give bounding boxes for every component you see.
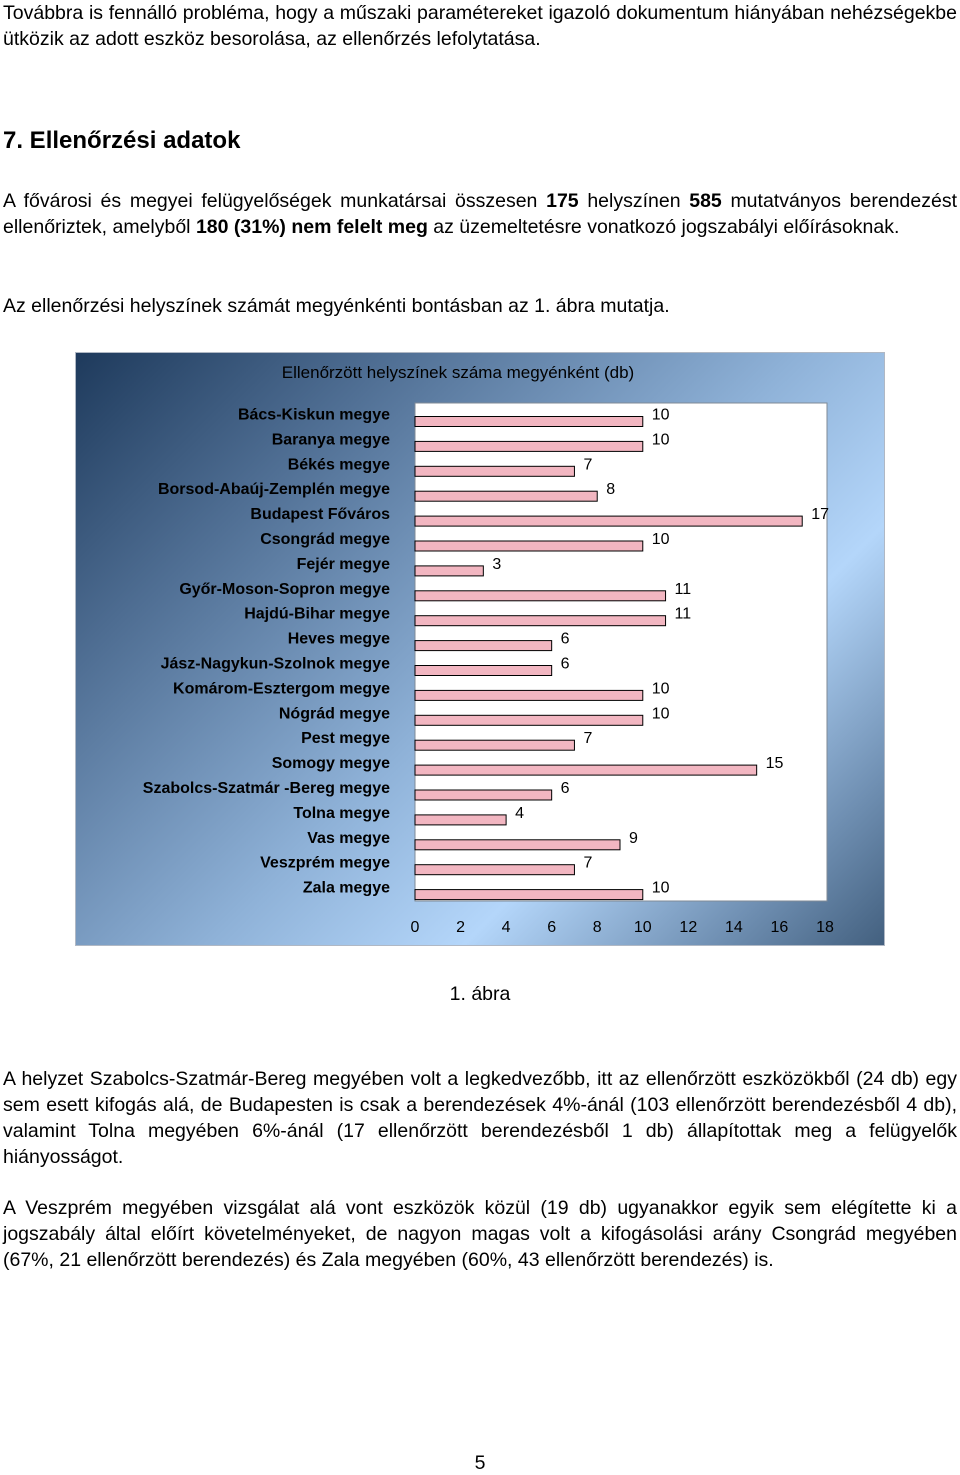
bar	[415, 641, 552, 651]
chart-title: Ellenőrzött helyszínek száma megyénként (db)	[281, 363, 635, 382]
bar	[415, 765, 757, 775]
category-label: Tolna megye	[293, 804, 390, 822]
bar	[415, 491, 597, 501]
x-tick-label: 18	[816, 919, 834, 936]
data-label: 10	[651, 705, 670, 723]
data-label: 6	[560, 780, 570, 797]
category-label: Csongrád megye	[260, 531, 390, 548]
category-label: Békés megye	[287, 456, 390, 474]
category-label: Komárom-Esztergom megye	[173, 680, 390, 698]
category-label: Baranya megye	[271, 431, 390, 449]
category-label: Pest megye	[301, 730, 390, 748]
data-label: 10	[651, 531, 670, 548]
failed-count: 180 (31%) nem felelt meg	[195, 216, 428, 238]
x-tick-label: 0	[410, 919, 420, 936]
devices-count: 585	[689, 190, 722, 212]
summary-text-e: mutatványos berendezést ellenőriztek, amelyből	[3, 190, 957, 238]
sites-count: 175	[546, 190, 579, 212]
data-label: 3	[492, 555, 502, 573]
bar	[415, 715, 643, 725]
x-tick-label: 4	[501, 919, 511, 936]
category-label: Borsod-Abaúj-Zemplén megye	[157, 481, 390, 499]
chart-container	[75, 352, 885, 946]
results-paragraph: A helyzet Szabolcs-Szatmár-Bereg megyében volt a legkedvezőbb, itt az ellenőrzött eszközökből (24 db) egy sem esett kifogás alá, de Budapesten is csak a berendezések 4%-ánál (103 ellenőrzött berendezésből 4 db), valamint Tolna megyében 6%-ánál (17 ellenőrzött berendezésből 1 db) állapítottak meg a felügyelők hiányosságot.	[3, 1068, 957, 1168]
summary-paragraph	[3, 188, 957, 240]
bar	[415, 815, 506, 825]
x-tick-label: 10	[633, 919, 652, 936]
bar	[415, 666, 552, 676]
category-label: Nógrád megye	[278, 705, 390, 723]
bar	[415, 616, 666, 626]
intro-paragraph: Továbbra is fennálló probléma, hogy a műszaki paramétereket igazoló dokumentum hiányában nehézségekbe ütközik az adott eszköz besorolása, az ellenőrzés lefolytatása.	[3, 2, 957, 50]
data-label: 7	[583, 854, 593, 872]
x-tick-label: 6	[547, 919, 557, 936]
data-label: 7	[583, 456, 593, 474]
summary-text-a: A fővárosi és megyei felügyelőségek munkatársai összesen	[3, 190, 547, 212]
data-label: 4	[515, 804, 525, 822]
category-labels	[143, 407, 390, 897]
summary-text-g: az üzemeltetésre vonatkozó jogszabályi előírásoknak.	[427, 216, 900, 238]
veszprem-paragraph: A Veszprém megyében vizsgálat alá vont eszközök közül (19 db) ugyanakkor egyik sem elégítette ki a jogszabály által előírt követelményeket, de nagyon magas volt a kifogásolási arány Csongrád megyében (67%, 21 ellenőrzött berendezés) és Zala megyében (60%, 43 ellenőrzött berendezés) is.	[3, 1197, 957, 1271]
page-number: 5	[474, 1452, 486, 1474]
data-label: 10	[651, 879, 670, 897]
data-label: 17	[811, 506, 830, 524]
data-label: 9	[629, 829, 638, 847]
category-label: Budapest Főváros	[250, 506, 390, 524]
bar	[415, 466, 574, 476]
data-label: 11	[674, 605, 692, 623]
bar	[415, 840, 620, 850]
figure-caption: 1. ábra	[449, 983, 511, 1005]
category-label: Zala megye	[302, 879, 390, 897]
bar	[415, 690, 643, 700]
data-label: 10	[651, 431, 670, 449]
data-label: 7	[583, 730, 593, 748]
section-heading: 7. Ellenőrzési adatok	[3, 127, 241, 154]
bar	[415, 541, 643, 551]
x-tick-label: 12	[679, 919, 698, 936]
bar	[415, 865, 574, 875]
category-label: Veszprém megye	[260, 854, 390, 872]
category-label: Jász-Nagykun-Szolnok megye	[160, 655, 390, 673]
bar	[415, 790, 552, 800]
x-tick-labels	[411, 919, 834, 936]
x-tick-label: 8	[592, 919, 602, 936]
data-label: 8	[606, 481, 616, 499]
category-label: Hajdú-Bihar megye	[244, 605, 390, 623]
category-label: Heves megye	[287, 630, 390, 648]
category-label: Somogy megye	[271, 755, 390, 773]
category-label: Fejér megye	[296, 555, 390, 573]
category-label: Bács-Kiskun megye	[237, 406, 390, 424]
x-tick-label: 2	[456, 919, 466, 936]
category-label: Vas megye	[307, 829, 390, 847]
data-label: 11	[674, 580, 692, 598]
plot-area	[415, 403, 830, 901]
figure-reference-paragraph: Az ellenőrzési helyszínek számát megyénkénti bontásban az 1. ábra mutatja.	[3, 295, 670, 317]
data-label: 6	[560, 655, 570, 673]
x-tick-label: 16	[770, 919, 789, 936]
bar	[415, 417, 643, 427]
bar	[415, 740, 574, 750]
bar	[415, 566, 483, 576]
category-label: Szabolcs-Szatmár -Bereg megye	[142, 780, 390, 797]
summary-text-c: helyszínen	[578, 190, 690, 212]
data-label: 10	[651, 406, 670, 424]
data-label: 6	[560, 630, 570, 648]
category-label: Győr-Moson-Sopron megye	[179, 580, 390, 598]
bar	[415, 890, 643, 900]
data-label: 10	[651, 680, 670, 698]
bar-chart	[76, 353, 884, 945]
data-label: 15	[765, 755, 784, 773]
x-tick-label: 14	[724, 919, 743, 936]
bar	[415, 516, 802, 526]
bar	[415, 441, 643, 451]
bar	[415, 591, 666, 601]
